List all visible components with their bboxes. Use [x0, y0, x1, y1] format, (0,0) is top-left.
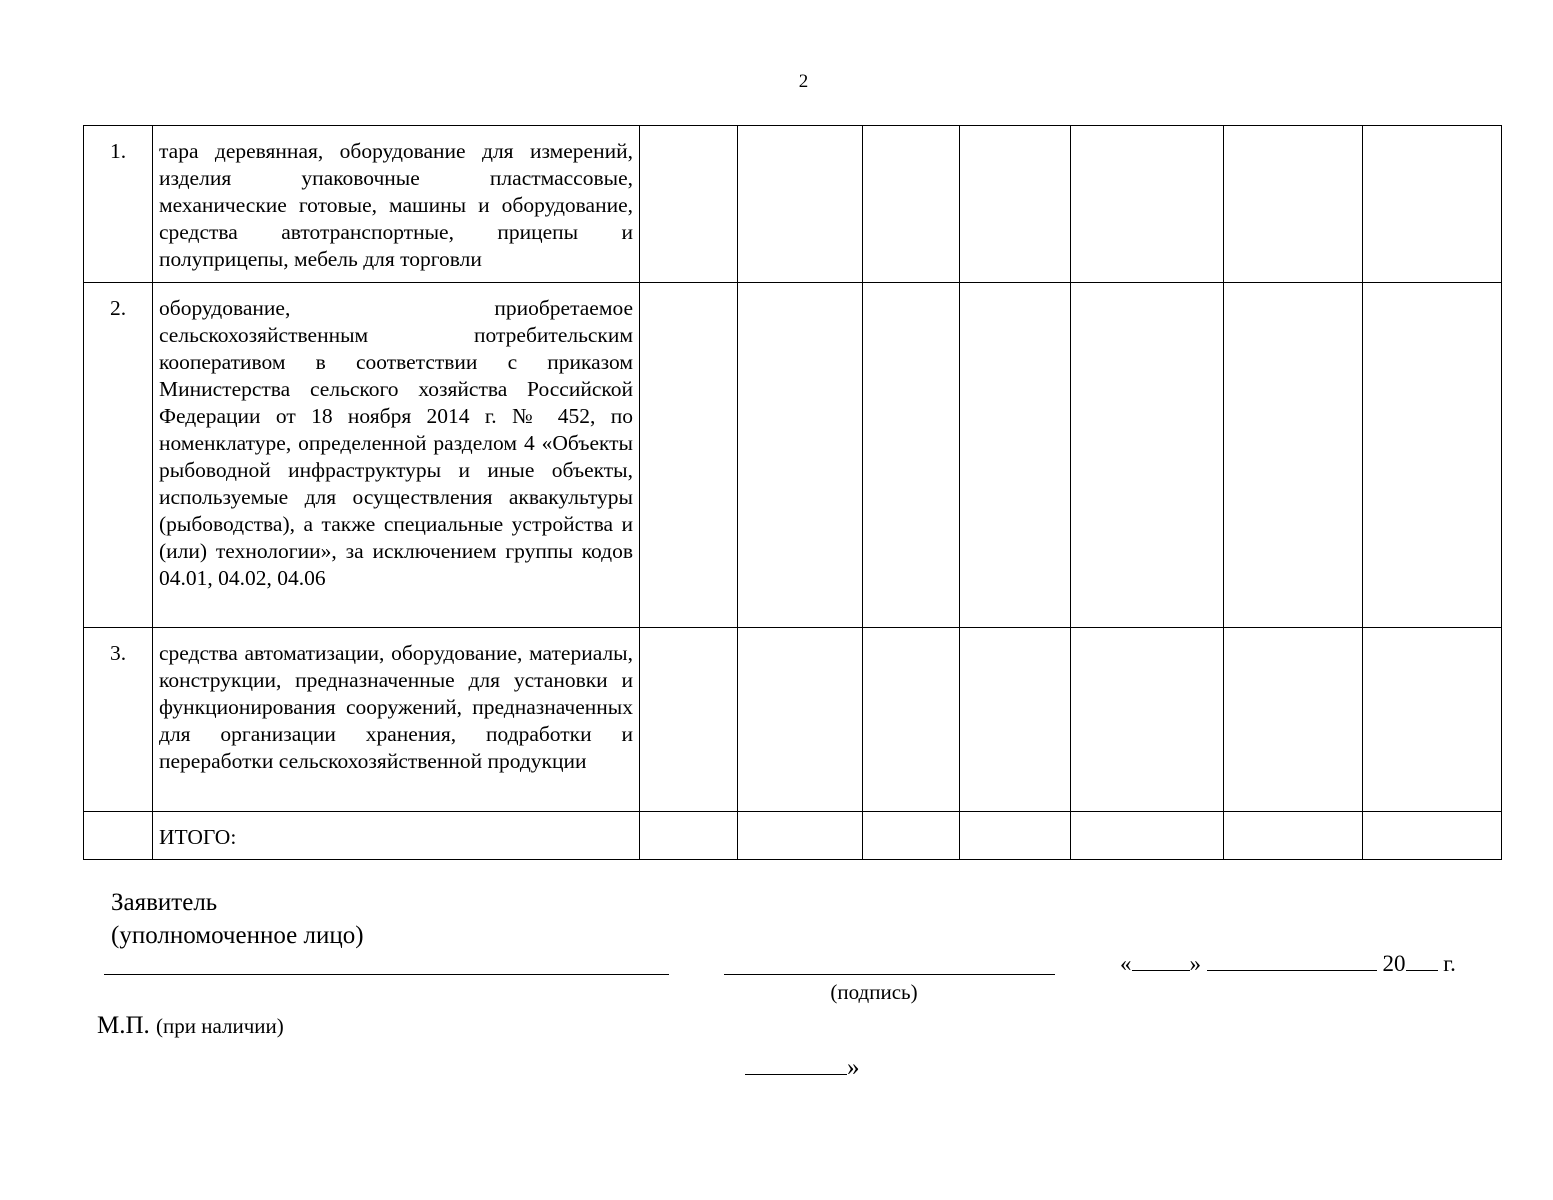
stamp-note: (при наличии): [156, 1014, 284, 1038]
table-row: [84, 628, 1502, 812]
table-cell[interactable]: [960, 283, 1071, 628]
row-number: [84, 812, 153, 860]
table-row: [84, 283, 1502, 628]
table-cell[interactable]: [960, 126, 1071, 283]
year-prefix: 20: [1382, 951, 1406, 976]
equipment-table: [83, 125, 1502, 860]
applicant-subtitle: (уполномоченное лицо): [111, 922, 364, 949]
table-cell[interactable]: [640, 812, 738, 860]
table-cell[interactable]: [738, 812, 863, 860]
month-blank[interactable]: [1207, 950, 1377, 971]
row-number: 3.: [84, 628, 153, 812]
date-close-quote: »: [1189, 951, 1201, 976]
year-suffix: г.: [1443, 951, 1456, 976]
table-cell[interactable]: [1071, 126, 1224, 283]
closing-blank: [745, 1050, 847, 1075]
table-cell[interactable]: [1224, 126, 1363, 283]
row-description: тара деревянная, оборудование для измерений, изделия упаковочные пластмассовые, механические готовые, машины и оборудование, средства автотранспортные, прицепы и полуприцепы, мебель для торговли: [153, 126, 640, 283]
table-cell[interactable]: [738, 628, 863, 812]
name-line[interactable]: [104, 974, 669, 975]
total-label: ИТОГО:: [153, 812, 640, 860]
applicant-label: [111, 886, 364, 952]
stamp-abbrev: М.П.: [97, 1012, 150, 1039]
total-row: [84, 812, 1502, 860]
date-field: [1120, 950, 1456, 977]
closing-mark: [745, 1050, 860, 1082]
table-cell[interactable]: [640, 283, 738, 628]
date-open-quote: «: [1120, 951, 1132, 976]
signature-caption: (подпись): [830, 980, 918, 1004]
table-cell[interactable]: [960, 628, 1071, 812]
table-cell[interactable]: [738, 283, 863, 628]
table-row: [84, 126, 1502, 283]
closing-quote: »: [847, 1054, 860, 1081]
table-cell[interactable]: [863, 126, 960, 283]
day-blank[interactable]: [1132, 950, 1190, 971]
table-cell[interactable]: [1071, 628, 1224, 812]
row-description: оборудование, приобретаемое сельскохозяйственным потребительским кооперативом в соответствии с приказом Министерства сельского хозяйства Российской Федерации от 18 ноября 2014 г. № 452, по номенклатуре, определенной разделом 4 «Объекты рыбоводной инфраструктуры и иные объекты, используемые для осуществления аквакультуры (рыбоводства), а также специальные устройства и (или) технологии», за исключением группы кодов 04.01, 04.02, 04.06: [153, 283, 640, 628]
table-cell[interactable]: [1224, 283, 1363, 628]
table-cell[interactable]: [1363, 283, 1502, 628]
table-cell[interactable]: [1071, 283, 1224, 628]
table-cell[interactable]: [960, 812, 1071, 860]
year-blank[interactable]: [1406, 950, 1438, 971]
table-cell[interactable]: [1363, 628, 1502, 812]
page-number: 2: [798, 71, 809, 92]
applicant-title: Заявитель: [111, 889, 218, 916]
table-cell[interactable]: [1224, 812, 1363, 860]
table-cell[interactable]: [1071, 812, 1224, 860]
table-cell[interactable]: [738, 126, 863, 283]
table-cell[interactable]: [640, 628, 738, 812]
table-cell[interactable]: [1224, 628, 1363, 812]
row-number: 2.: [84, 283, 153, 628]
table-cell[interactable]: [1363, 812, 1502, 860]
stamp-label: [97, 1012, 284, 1040]
row-number: 1.: [84, 126, 153, 283]
table-cell[interactable]: [863, 812, 960, 860]
table-cell[interactable]: [863, 628, 960, 812]
table-cell[interactable]: [640, 126, 738, 283]
signature-line[interactable]: [724, 974, 1055, 975]
table-cell[interactable]: [1363, 126, 1502, 283]
row-description: средства автоматизации, оборудование, материалы, конструкции, предназначенные для установки и функционирования сооружений, предназначенных для организации хранения, подработки и переработки сельскохозяйственной продукции: [153, 628, 640, 812]
table-cell[interactable]: [863, 283, 960, 628]
